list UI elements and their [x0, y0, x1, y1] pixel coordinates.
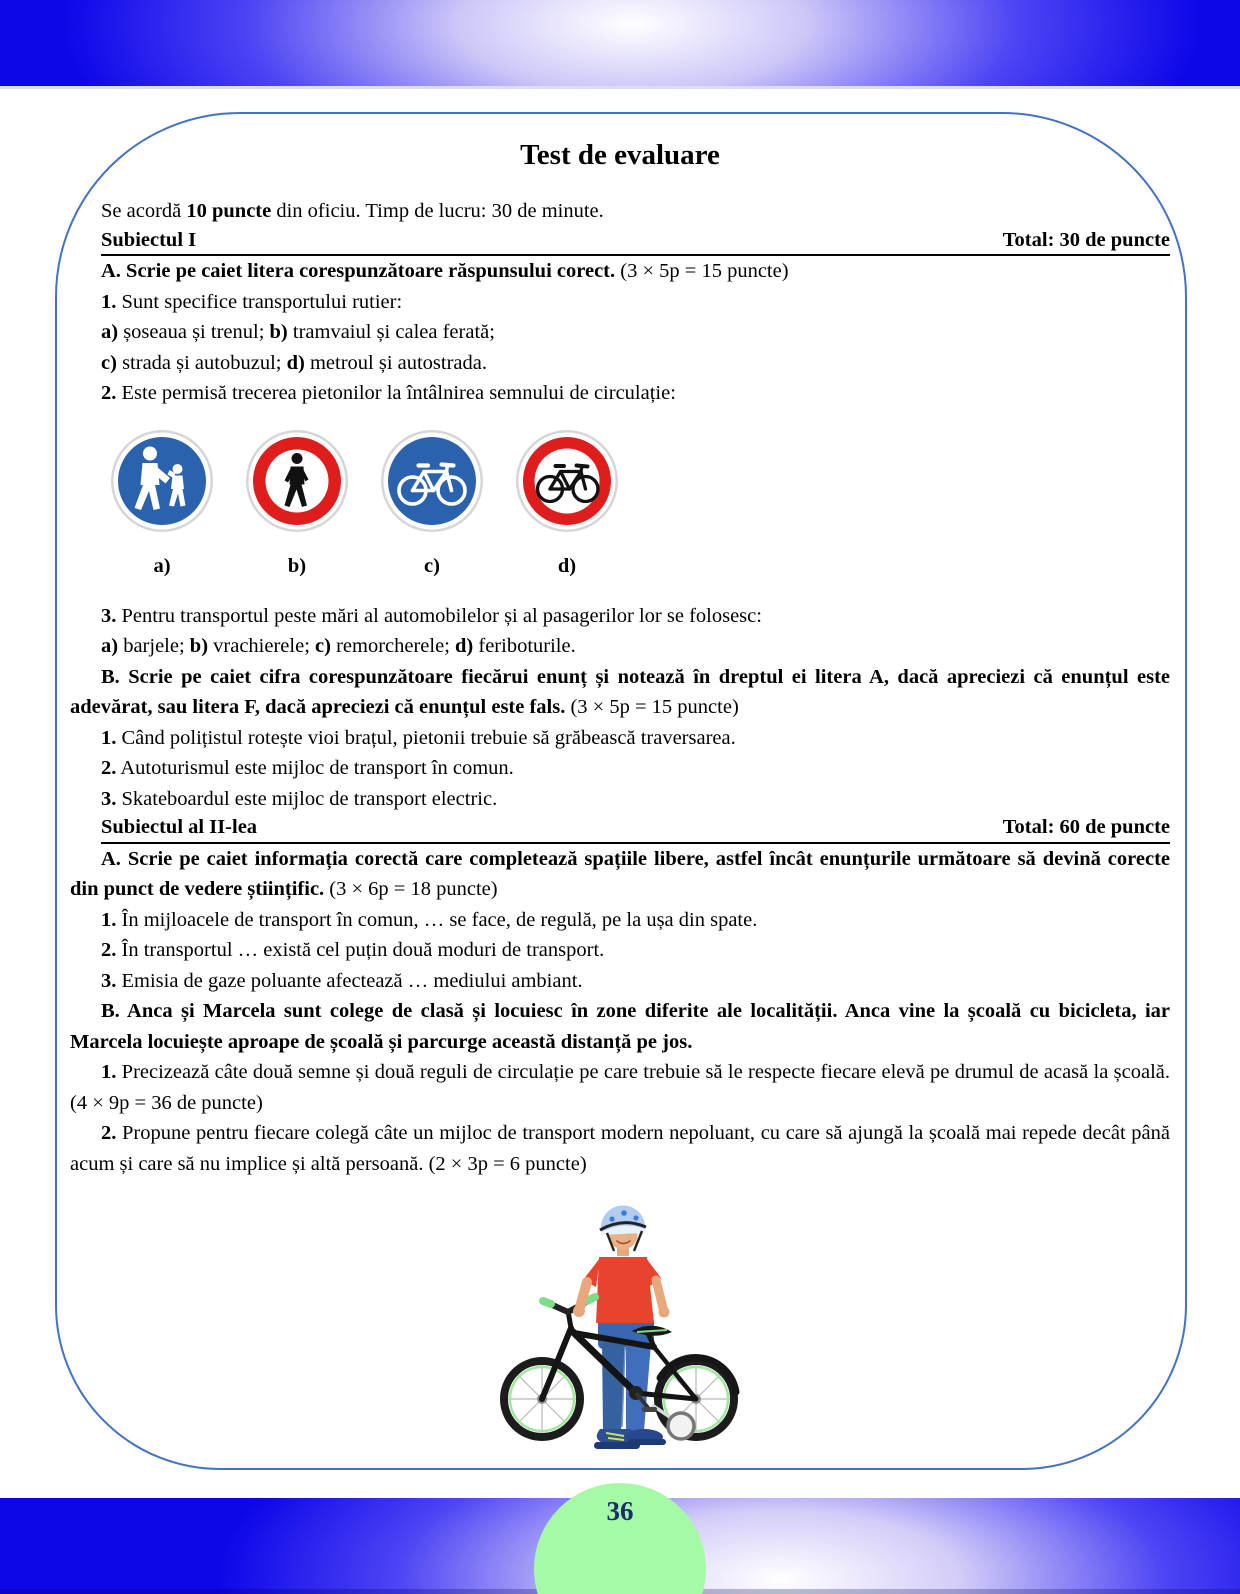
subject2-a-item-3: 3. Emisia de gaze poluante afectează … mediului ambiant. — [101, 969, 583, 992]
traffic-signs-row — [110, 429, 1170, 533]
subject1-q3: 3. Pentru transportul peste mări al automobilelor și al pasagerilor lor se folosesc: — [101, 604, 762, 627]
sign-label-a: a) — [153, 554, 171, 577]
subject2-b-item-2: 2. Propune pentru fiecare colegă câte un mijloc de transport modern nepoluant, cu care să ajungă la școală mai repede decât până acum și care să nu implice și altă persoană. (2 × 3p = 6 puncte) — [70, 1122, 1170, 1175]
intro-line: Se acordă 10 puncte din oficiu. Timp de lucru: 30 de minute. — [101, 200, 604, 222]
subject2-task-a: A. Scrie pe caiet informația corectă care completează spațiile libere, astfel încât enunțurile următoare să devină corecte din punct de vedere științific. (3 × 6p = 18 puncte) — [70, 847, 1170, 900]
subject1-b-item-3: 3. Skateboardul este mijloc de transport electric. — [101, 787, 498, 810]
content-area — [70, 114, 1170, 1453]
subject1-q1-options-cd: c) strada și autobuzul; d) metroul și autostrada. — [101, 351, 488, 374]
subject1-b-item-1: 1. Când polițistul rotește vioi brațul, pietonii trebuie să grăbească traversarea. — [101, 726, 736, 749]
subject2-b-item-1: 1. Precizează câte două semne și două reguli de circulație pe care trebuie să le respecte fiecare elevă pe drumul de acasă la școală. (4 × 9p = 36 de puncte) — [70, 1061, 1170, 1114]
bicycle-path-sign-icon — [380, 429, 484, 533]
subject1-task-b: B. Scrie pe caiet cifra corespunzătoare fiecărui enunț și notează în dreptul ei litera A, dacă apreciezi că enunțul este adevărat, sau litera F, dacă apreciezi că enunțul este fals. (3 × 5p = 15 puncte) — [70, 665, 1170, 718]
subject1-q2: 2. Este permisă trecerea pietonilor la întâlnirea semnului de circulație: — [101, 382, 676, 404]
page-title: Test de evaluare — [520, 139, 720, 171]
boy-with-bicycle-image — [484, 1181, 756, 1453]
content-frame — [55, 112, 1187, 1470]
sign-labels-row — [110, 551, 1170, 581]
subject1-b-item-2: 2. Autoturismul este mijloc de transport în comun. — [101, 757, 514, 779]
no-bicycles-sign-icon — [515, 429, 619, 533]
subject1-total: Total: 30 de puncte — [1002, 228, 1170, 251]
header-band — [0, 0, 1240, 89]
subject2-a-item-2: 2. În transportul … există cel puțin două moduri de transport. — [101, 939, 605, 961]
subject1-task-a: A. Scrie pe caiet litera corespunzătoare răspunsului corect. (3 × 5p = 15 puncte) — [101, 260, 789, 282]
sign-label-b: b) — [287, 554, 307, 577]
page-number: 36 — [606, 1496, 634, 1526]
subject1-heading-row — [101, 227, 1170, 257]
subject2-heading: Subiectul al II-lea — [101, 816, 258, 838]
subject2-total: Total: 60 de puncte — [1002, 816, 1170, 838]
subject2-heading-row — [101, 814, 1170, 844]
sign-label-d: d) — [557, 554, 577, 577]
subject2-task-b: B. Anca și Marcela sunt colege de clasă și locuiesc în zone diferite ale localității. Anca vine la școală cu bicicleta, iar Marcela locuiește aproape de școală și parcurge această distanță pe jos. — [70, 1000, 1170, 1053]
page-number-badge — [534, 1483, 706, 1594]
subject1-heading: Subiectul I — [101, 228, 197, 251]
subject1-q3-options: a) barjele; b) vrachierele; c) remorcherele; d) feriboturile. — [101, 635, 576, 657]
pedestrian-path-sign-icon — [110, 429, 214, 533]
subject2-a-item-1: 1. În mijloacele de transport în comun, … se face, de regulă, pe la ușa din spate. — [101, 908, 758, 931]
subject1-q1: 1. Sunt specifice transportului rutier: — [101, 290, 403, 313]
no-pedestrians-sign-icon — [245, 429, 349, 533]
subject1-q1-options-ab: a) șoseaua și trenul; b) tramvaiul și calea ferată; — [101, 321, 495, 343]
sign-label-c: c) — [424, 554, 440, 577]
